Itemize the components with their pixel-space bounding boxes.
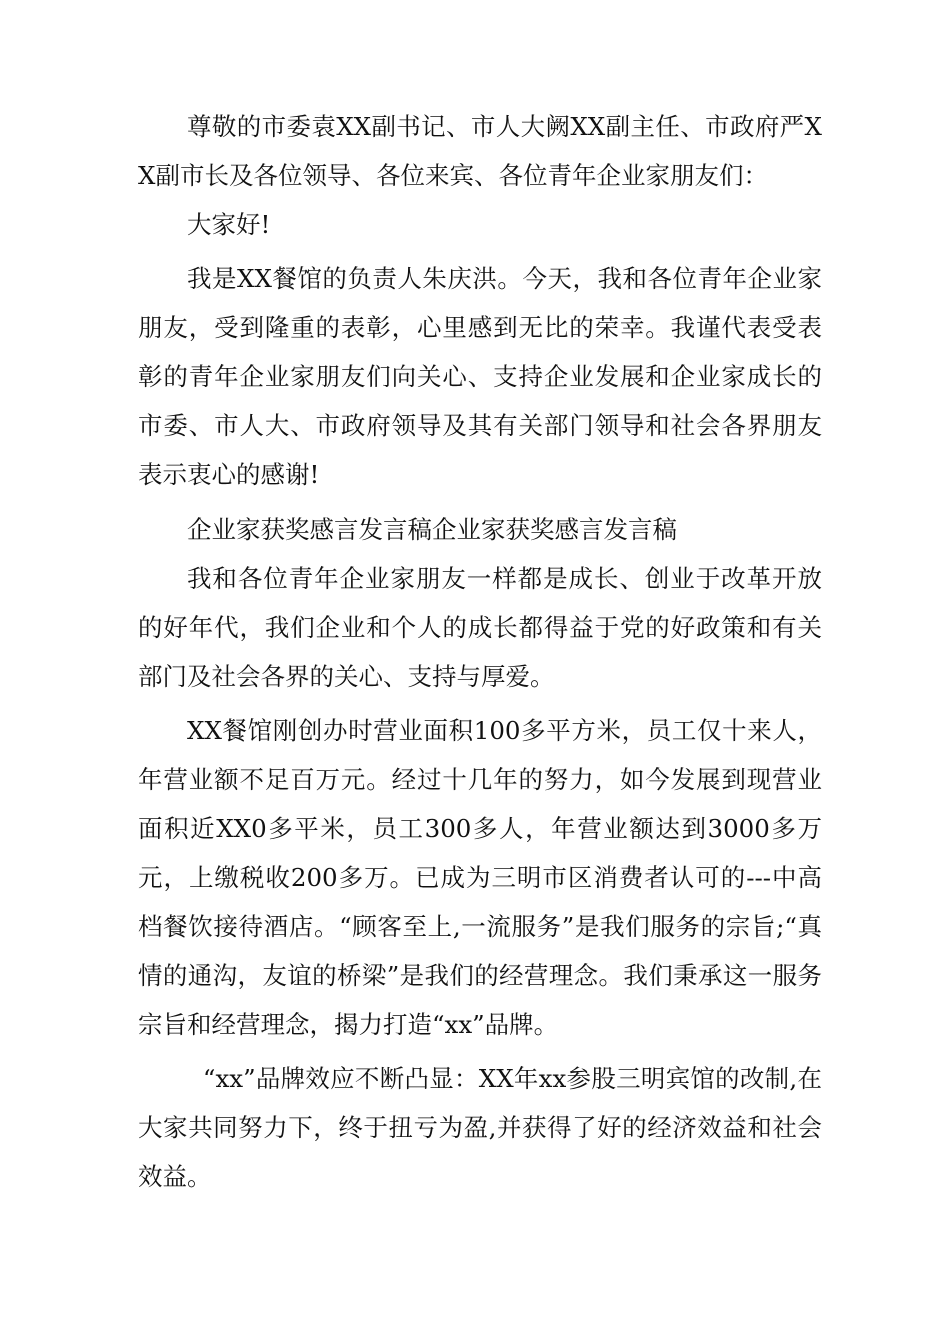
document-page (138, 102, 822, 1201)
document-heading: 企业家获奖感言发言稿企业家获奖感言发言稿 (187, 515, 677, 544)
salutation-paragraph: 尊敬的市委袁XX副书记、市人大阙XX副主任、市政府严XX副市长及各位领导、各位来宾、各位青年企业家朋友们： (138, 112, 822, 190)
introduction-paragraph: 我是XX餐馆的负责人朱庆洪。今天，我和各位青年企业家朋友，受到隆重的表彰，心里感到无比的荣幸。我谨代表受表彰的青年企业家朋友们向关心、支持企业发展和企业家成长的市委、市人大、市政府领导及其有关部门领导和社会各界朋友表示衷心的感谢! (138, 264, 822, 489)
restaurant-history-paragraph: XX餐馆刚创办时营业面积100多平方米，员工仅十来人，年营业额不足百万元。经过十几年的努力，如今发展到现营业面积近XX0多平米，员工300多人，年营业额达到3000多万元，上缴税收200多万。已成为三明市区消费者认可的---中高档餐饮接待酒店。“顾客至上,一流服务”是我们服务的宗旨;“真情的通沟，友谊的桥梁”是我们的经营理念。我们秉承这一服务宗旨和经营理念，揭力打造“xx”品牌。 (138, 716, 822, 1039)
growth-paragraph: 我和各位青年企业家朋友一样都是成长、创业于改革开放的好年代，我们企业和个人的成长都得益于党的好政策和有关部门及社会各界的关心、支持与厚爱。 (138, 564, 822, 691)
greeting-paragraph: 大家好! (187, 210, 271, 239)
brand-effect-paragraph: “xx”品牌效应不断凸显：XX年xx参股三明宾馆的改制,在大家共同努力下，终于扭亏为盈,并获得了好的经济效益和社会效益。 (138, 1064, 822, 1191)
